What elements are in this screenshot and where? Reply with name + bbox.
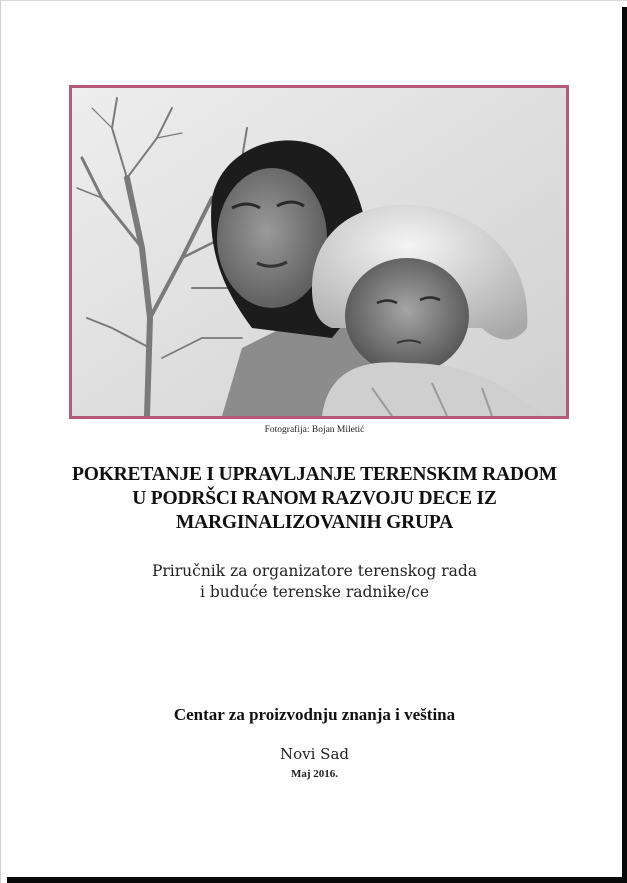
document-title — [41, 463, 588, 535]
publication-city: Novi Sad — [279, 745, 350, 763]
title-line: POKRETANJE I UPRAVLJANJE TERENSKIM RADOM — [72, 464, 557, 485]
subtitle-line: i buduće terenske radnike/ce — [199, 583, 430, 601]
page-shadow-right — [622, 7, 627, 883]
publication-date: Maj 2016. — [290, 768, 339, 780]
cover-photo — [69, 85, 569, 419]
photo-illustration — [72, 88, 566, 416]
photo-credit: Fotografija: Bojan Miletić — [264, 425, 365, 435]
mother-face — [217, 168, 327, 308]
subtitle-line: Priručnik za organizatore terenskog rada — [151, 562, 478, 580]
publisher-name: Centar za proizvodnju znanja i veština — [173, 705, 456, 724]
page-shadow-bottom — [7, 877, 627, 883]
document-subtitle — [1, 561, 627, 603]
title-line: U PODRŠCI RANOM RAZVOJU DECE IZ — [132, 488, 497, 509]
title-line: MARGINALIZOVANIH GRUPA — [175, 512, 454, 533]
baby-face — [345, 258, 469, 374]
